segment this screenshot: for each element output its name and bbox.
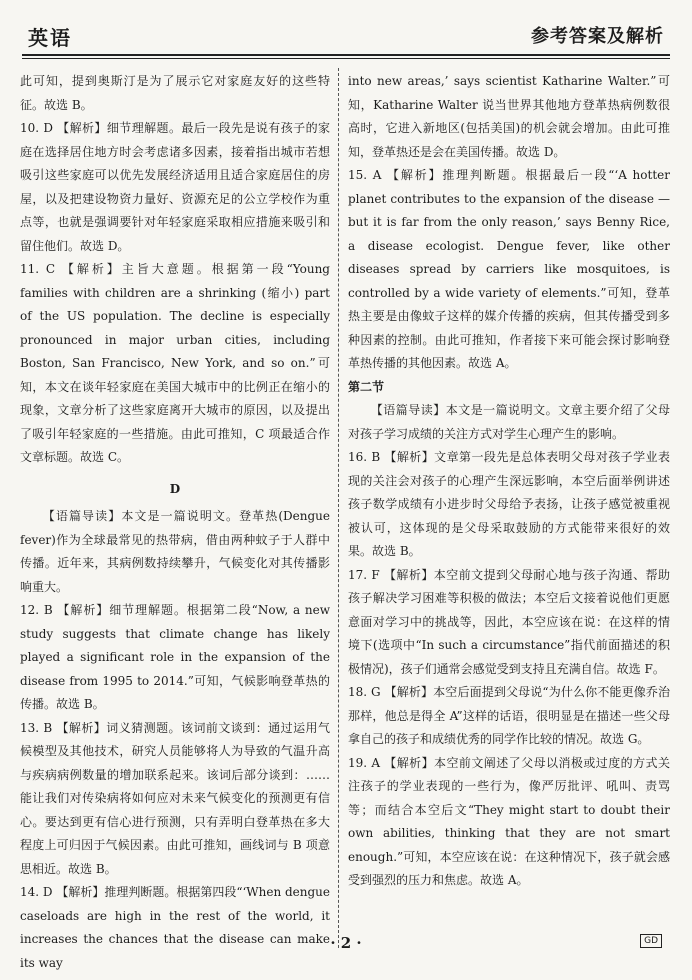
continued-text: 此可知，提到奥斯汀是为了展示它对家庭友好的这些特征。故选 B。 <box>20 74 330 112</box>
answer-item: 12. B 【解析】细节理解题。根据第二段“Now, a new study suggests that climate change has likely played a significant role in the expansion of the disease from 1995 to 2014.”可知，气候影响登革热的传播。故选 B。 <box>20 603 330 711</box>
section-heading: D <box>169 481 181 496</box>
answer-item: 16. B 【解析】文章第一段先是总体表明父母对孩子学业表现的关注会对孩子的心理产生深远影响，本空后面举例讲述孩子数学成绩有小进步时父母给予表扬，让孩子感觉被重视被认可，这体现的是父母采取鼓励的方式能带来很好的效果。故选 B。 <box>348 450 670 558</box>
page-number: · 2 · <box>330 934 362 952</box>
header-title: 参考答案及解析 <box>531 26 664 47</box>
subject-label: 英语 <box>28 26 72 50</box>
answer-item: 18. G 【解析】本空后面提到父母说“为什么你不能更像乔治那样，他总是得全 A”这样的话语，很明显是在描述一些父母拿自己的孩子和成绩优秀的同学作比较的情况。故选 G。 <box>348 685 670 746</box>
right-column <box>348 70 670 893</box>
answer-item: 19. A 【解析】本空前文阐述了父母以消极或过度的方式关注孩子的学业表现的一些行为，像严厉批评、吼叫、责骂等；而结合本空后文“They might start to doubt their own abilities, thinking that they are not smart enough.”可知，本空应该在说：在这种情况下，孩子就会感受到强烈的压力和焦虑。故选 A。 <box>348 755 670 887</box>
passage-guide: 【语篇导读】本文是一篇说明文。登革热(Dengue fever)作为全球最常见的热带病，借由两种蚊子于人群中传播。近年来，其病例数持续攀升，气候变化对其传播影响重大。 <box>20 509 330 594</box>
column-divider <box>338 68 339 948</box>
edition-badge: GD <box>640 934 662 948</box>
answer-item: 17. F 【解析】本空前文提到父母耐心地与孩子沟通、帮助孩子解决学习困难等积极的做法；本空后文接着说他们更愿意面对学习中的挑战等，因此，本空应该在说：在这样的情境下(选项中“In such a circumstance”指代前面描述的积极情况)，孩子们通常会感觉受到支持且充满自信。故选 F。 <box>348 567 670 676</box>
answer-item: 15. A 【解析】推理判断题。根据最后一段“‘A hotter planet contributes to the expansion of the disease — but it is far from the only reason,’ says Benny Rice, a disease ecologist. Dengue fever, like other diseases spread by carriers like mosquitoes, is controlled by a wide variety of elements.”可知，登革热主要是由像蚊子这样的媒介传播的疾病，但其传播受到多种因素的控制。由此可推知，作者接下来可能会探讨影响登革热传播的其他因素。故选 A。 <box>348 168 670 370</box>
continued-text: into new areas,’ says scientist Katharine Walter.”可知，Katharine Walter 说当世界其他地方登革热病例数很高时，它进入新地区(包括美国)的机会就会增加。由此可推知，登革热还是会在美国传播。故选 D。 <box>348 74 670 159</box>
answer-item: 10. D 【解析】细节理解题。最后一段先是说有孩子的家庭在选择居住地方时会考虑诸多因素，接着指出城市若想吸引这些家庭可以优先发展经济适用且适合家庭居住的房屋，以及把建设物资力量好、资源充足的公立学校作为重点等，也就是强调要针对年轻家庭采取相应措施来吸引和留住他们。故选 D。 <box>20 121 330 253</box>
answer-item: 14. D 【解析】推理判断题。根据第四段“‘When dengue caseloads are high in the rest of the world, it increases the chances that the disease can make its way <box>20 885 331 970</box>
answer-item: 13. B 【解析】词义猜测题。该词前文谈到：通过运用气候模型及其他技术，研究人员能够将人为导致的气温升高与疾病病例数量的增加联系起来。该词后部分谈到：……能让我们对传染病将如何应对未来气候变化的预测更有信心。要达到更有信心进行预测，只有弄明白登革热在多大程度上可归因于气候因素。由此可推知，画线词与 B 项意思相近。故选 B。 <box>20 720 330 876</box>
header-rule <box>22 54 670 56</box>
page-header <box>22 0 670 54</box>
header-rule-thin <box>22 58 670 59</box>
section-title: 第二节 <box>348 379 385 394</box>
passage-guide: 【语篇导读】本文是一篇说明文。文章主要介绍了父母对孩子学习成绩的关注方式对学生心理产生的影响。 <box>348 403 670 441</box>
left-column <box>20 70 330 975</box>
answer-item: 11. C 【解析】主旨大意题。根据第一段“Young families with children are a shrinking (缩小) part of the US population. The decline is especially pronounced in major urban cities, including Boston, San Francisco, New York, and so on.”可知，本文在谈年轻家庭在美国大城市中的比例正在缩小的现象，文章分析了这些家庭离开大城市的原因，以及提出了吸引年轻家庭的一些措施。由此可推知，C 项最适合作文章标题。故选 C。 <box>20 262 330 464</box>
